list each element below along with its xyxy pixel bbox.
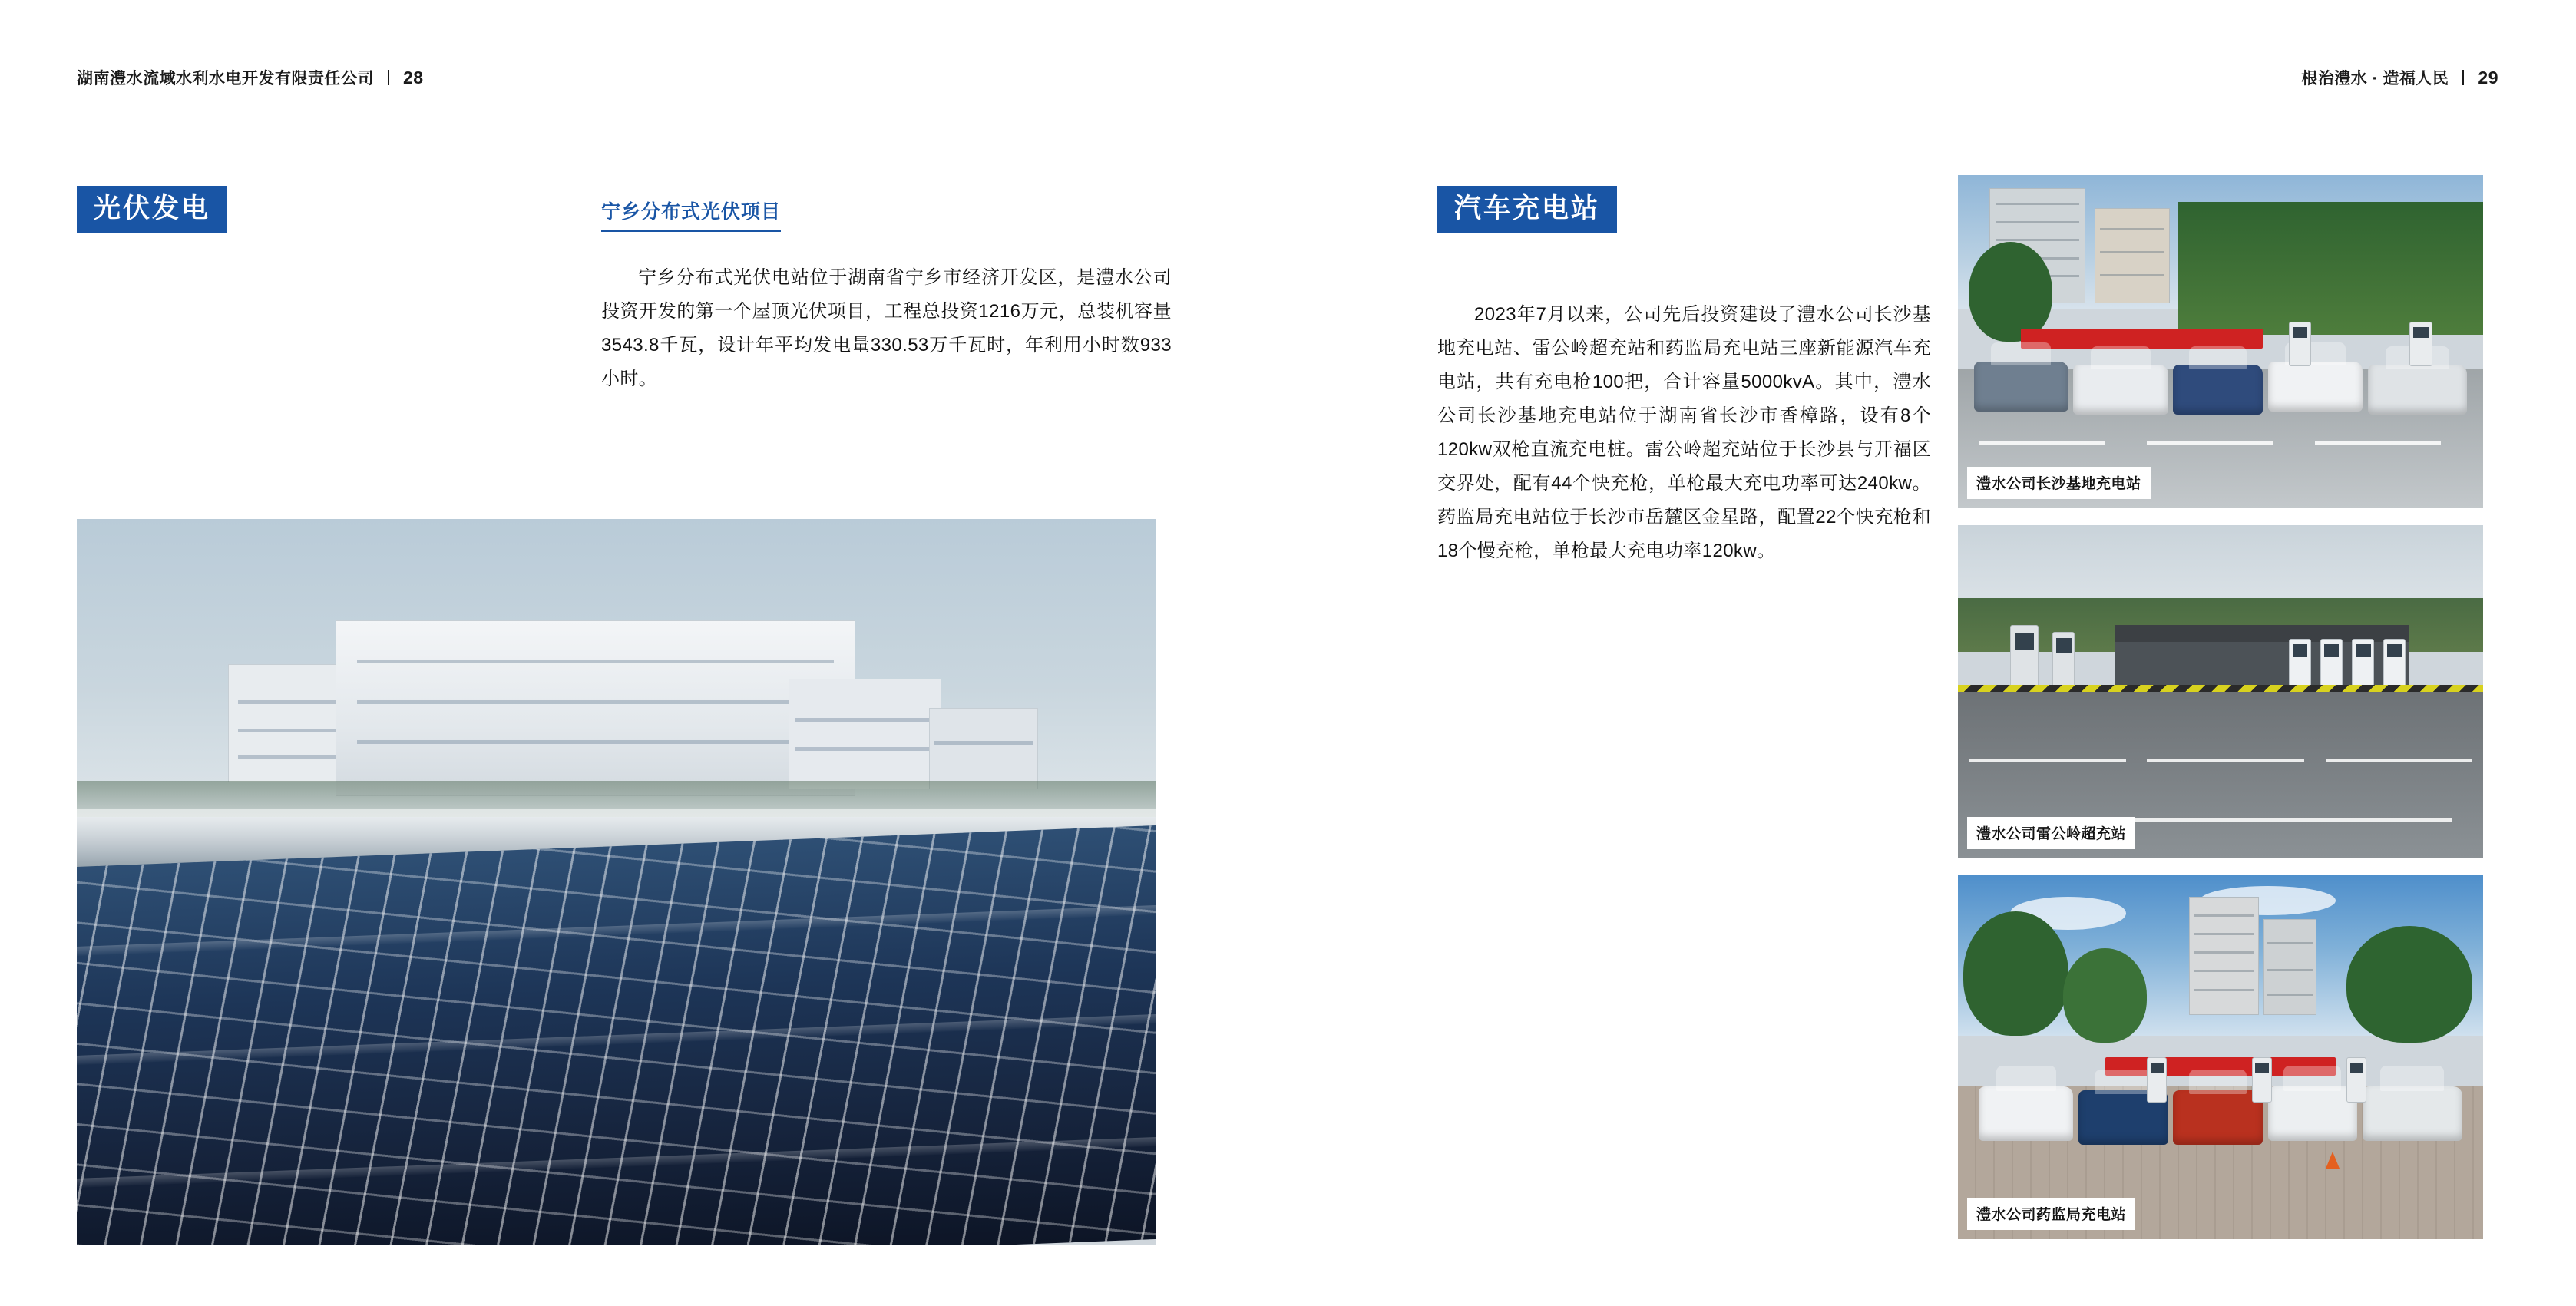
parked-car <box>2173 365 2262 415</box>
high-rise-tower <box>2263 919 2316 1015</box>
parked-car <box>1979 1086 2073 1141</box>
charging-pile <box>2346 1057 2366 1103</box>
parked-car <box>2268 362 2363 412</box>
high-rise-tower <box>2189 897 2259 1015</box>
photo-caption: 澧水公司雷公岭超充站 <box>1967 817 2135 849</box>
charging-pile <box>2409 322 2432 366</box>
right-page <box>1288 0 2575 1306</box>
parked-car <box>2268 1086 2357 1141</box>
parked-car <box>2073 365 2168 415</box>
tree <box>2063 948 2147 1043</box>
photo-leigongling-super-charging-station <box>1958 525 2483 858</box>
charging-pile <box>2320 639 2343 690</box>
running-head-right-text: 根治澧水 · 造福人民 <box>2301 70 2449 88</box>
parking-line <box>1969 759 2126 762</box>
parking-line <box>2315 441 2441 445</box>
photo-drug-administration-charging-station <box>1958 875 2483 1239</box>
photo-caption: 澧水公司药监局充电站 <box>1967 1198 2135 1230</box>
charging-station-illustration <box>1958 175 2483 508</box>
photo-changsha-base-charging-station <box>1958 175 2483 508</box>
main-factory-building <box>336 620 855 796</box>
tree <box>1963 911 2068 1035</box>
parked-car <box>1974 362 2068 412</box>
red-banner <box>2021 329 2263 349</box>
section-title-charging-station: 汽车充电站 <box>1437 186 1617 233</box>
section-title-photovoltaic: 光伏发电 <box>77 186 227 233</box>
background-building <box>929 708 1039 789</box>
charging-pile <box>2383 639 2406 690</box>
folio-left: 28 <box>403 67 424 88</box>
photo-caption: 澧水公司长沙基地充电站 <box>1967 467 2151 499</box>
sub-heading-ningxiang-project: 宁乡分布式光伏项目 <box>601 197 781 232</box>
charging-pile <box>2352 639 2374 690</box>
photo-rooftop-solar-array <box>77 519 1156 1245</box>
running-head-left <box>77 66 424 89</box>
charging-pile <box>2010 625 2038 693</box>
residential-tower <box>2095 208 2170 303</box>
body-paragraph-charging-station: 2023年7月以来，公司先后投资建设了澧水公司长沙基地充电站、雷公岭超充站和药监局充电站三座新能源汽车充电站，共有充电枪100把，合计容量5000kvA。其中，澧水公司长沙基地充电站位于湖南省长沙市香樟路，设有8个120kw双枪直流充电桩。雷公岭超充站位于长沙县与开福区交界处，配有44个快充枪，单枪最大充电功率可达240kw。药监局充电站位于长沙市岳麓区金星路，配置22个快充枪和18个慢充枪，单枪最大充电功率120kw。 <box>1437 304 1931 561</box>
background-building <box>789 679 941 789</box>
body-paragraph-photovoltaic: 宁乡分布式光伏电站位于湖南省宁乡市经济开发区，是澧水公司投资开发的第一个屋顶光伏项目，工程总投资1216万元，总装机容量3543.8千瓦，设计年平均发电量330.53万千瓦时，年利用小时数933小时。 <box>601 267 1172 389</box>
charging-pile <box>2289 322 2311 366</box>
parking-line <box>2326 759 2473 762</box>
solar-illustration <box>77 519 1156 1245</box>
traffic-cone <box>2326 1152 2340 1169</box>
running-head-divider <box>2462 70 2464 85</box>
folio-right: 29 <box>2478 67 2498 88</box>
tree <box>2346 926 2472 1043</box>
parking-line <box>2147 759 2304 762</box>
charging-pile <box>2147 1057 2167 1103</box>
running-head-left-text: 湖南澧水流域水利水电开发有限责任公司 <box>77 70 374 88</box>
parked-car <box>2368 365 2468 415</box>
parking-line <box>2147 441 2273 445</box>
charging-station-illustration <box>1958 875 2483 1239</box>
parked-car <box>2173 1090 2262 1145</box>
charging-pile <box>2289 639 2311 690</box>
running-head-divider <box>388 70 389 85</box>
charging-pile <box>2252 1057 2272 1103</box>
parked-car <box>2363 1086 2462 1141</box>
tree <box>1969 242 2052 342</box>
running-head-right <box>2301 66 2498 89</box>
parking-line <box>1979 441 2105 445</box>
charging-station-illustration <box>1958 525 2483 858</box>
tree-canopy <box>2178 202 2483 336</box>
charging-pile <box>2052 632 2075 690</box>
